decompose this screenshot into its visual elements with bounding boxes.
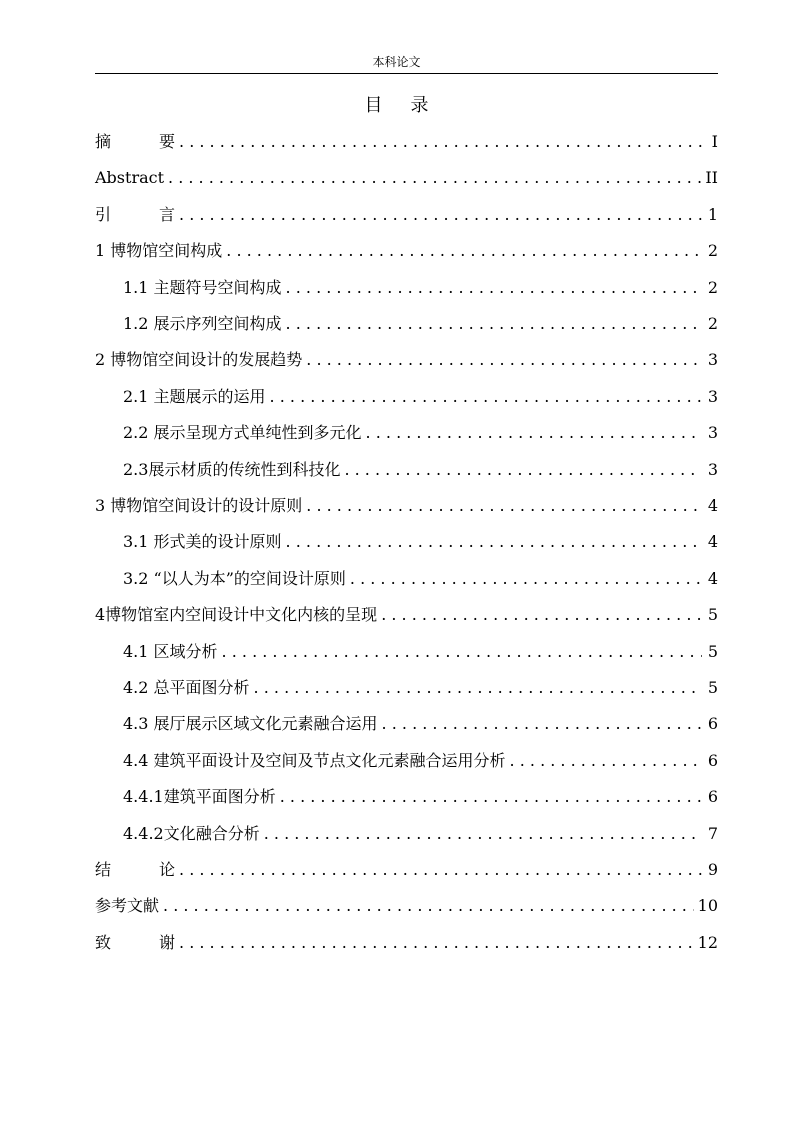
toc-entry-page: 10 (697, 896, 718, 916)
toc-entry-page: 12 (697, 932, 718, 952)
toc-entry-label: 4.2 总平面图分析 (123, 678, 250, 697)
toc-entry[interactable] (123, 640, 718, 664)
dot-leader (280, 785, 702, 809)
toc-entry-page: 7 (707, 823, 718, 843)
toc-entry-page: 2 (707, 241, 718, 261)
toc-entry[interactable] (95, 348, 718, 372)
toc-entry-label: 1.2 展示序列空间构成 (123, 314, 282, 333)
toc-entry[interactable] (123, 822, 718, 846)
toc-entry-label: 1 博物馆空间构成 (95, 241, 223, 261)
toc-entry[interactable] (123, 785, 718, 809)
toc-entry-label: 3.2 “以人为本”的空间设计原则 (123, 568, 346, 588)
toc-entry-label: 4.4.2文化融合分析 (123, 823, 260, 843)
toc-entry-label: 3 博物馆空间设计的设计原则 (95, 496, 303, 515)
dot-leader (286, 312, 702, 336)
dot-leader (270, 385, 702, 409)
toc-entry-label: 2.2 展示呈现方式单纯性到多元化 (123, 423, 362, 443)
toc-title: 目录 (364, 95, 457, 116)
toc-entry-label: 2 博物馆空间设计的发展趋势 (95, 350, 303, 370)
dot-leader (163, 894, 694, 918)
toc-entry[interactable] (95, 239, 718, 263)
dot-leader (264, 822, 702, 846)
toc-entry[interactable] (123, 567, 718, 591)
dot-leader (226, 239, 702, 263)
toc-entry-label: 4.4.1建筑平面图分析 (123, 787, 276, 807)
toc-entry-label: 参考文献 (95, 896, 160, 916)
toc-entry-page: II (705, 168, 718, 188)
toc-entry[interactable] (95, 203, 718, 227)
running-header: 本科论文 (372, 55, 421, 69)
toc-entry-label: 1.1 主题符号空间构成 (123, 277, 282, 297)
header-rule (95, 73, 718, 74)
toc-entry-page: 3 (707, 423, 718, 443)
toc-entry[interactable] (95, 494, 718, 518)
toc-entry-label: 2.3展示材质的传统性到科技化 (123, 459, 341, 479)
toc-entry[interactable] (95, 931, 718, 955)
toc-entry-page: 4 (707, 496, 718, 515)
toc-entry[interactable] (123, 421, 718, 445)
toc-entry[interactable] (123, 530, 718, 554)
toc-entry-page: 1 (707, 204, 718, 224)
toc-entry-label: 4.4 建筑平面设计及空间及节点文化元素融合运用分析 (123, 750, 506, 770)
dot-leader (222, 640, 702, 664)
toc-entry-label: Abstract (95, 168, 165, 188)
toc-entry[interactable] (123, 276, 718, 300)
toc-entry[interactable] (123, 712, 718, 736)
dot-leader (344, 458, 702, 482)
dot-leader (350, 567, 702, 591)
toc-entry-page: 2 (707, 314, 718, 333)
toc-entry[interactable] (123, 458, 718, 482)
toc-entry-label: 2.1 主题展示的运用 (123, 386, 266, 406)
toc-entry-page: 6 (707, 787, 718, 807)
dot-leader (510, 749, 702, 773)
toc-entry-label: 4博物馆室内空间设计中文化内核的呈现 (95, 605, 378, 625)
toc-entry-page: 5 (707, 678, 718, 697)
toc-entry[interactable] (95, 166, 718, 190)
toc-entry-label: 摘要 (95, 132, 224, 151)
toc-entry-page: 4 (707, 532, 718, 552)
toc-entry[interactable] (123, 312, 718, 336)
toc-entry[interactable] (95, 603, 718, 627)
dot-leader (381, 603, 702, 627)
dot-leader (179, 858, 702, 882)
toc-entry[interactable] (123, 676, 718, 700)
toc-entry-label: 3.1 形式美的设计原则 (123, 532, 282, 552)
dot-leader (179, 203, 702, 227)
toc-entry-label: 4.3 展厅展示区域文化元素融合运用 (123, 714, 378, 734)
toc-entry-label: 4.1 区域分析 (123, 641, 218, 661)
toc-entry[interactable] (95, 894, 718, 918)
toc-entry[interactable] (95, 858, 718, 882)
toc-entry-label: 致谢 (95, 932, 224, 952)
dot-leader (254, 676, 702, 700)
toc-entry-page: 3 (707, 350, 718, 370)
toc-entry-page: 3 (707, 459, 718, 479)
toc-entry-page: 5 (707, 605, 718, 625)
dot-leader (306, 348, 702, 372)
toc-entry-label: 结论 (95, 860, 224, 879)
toc-entry-page: 9 (707, 860, 718, 879)
dot-leader (179, 931, 694, 955)
dot-leader (286, 530, 702, 554)
toc-entry-page: 6 (707, 750, 718, 770)
dot-leader (179, 130, 702, 154)
dot-leader (168, 166, 701, 190)
toc-entry-page: I (711, 132, 718, 151)
dot-leader (306, 494, 702, 518)
toc-entry-page: 5 (707, 641, 718, 661)
toc-entry-page: 2 (707, 277, 718, 297)
toc-entry-page: 4 (707, 568, 718, 588)
toc-entry-page: 3 (707, 386, 718, 406)
dot-leader (286, 276, 702, 300)
toc-entry[interactable] (123, 749, 718, 773)
toc-entry-page: 6 (707, 714, 718, 734)
dot-leader (366, 421, 702, 445)
toc-entry[interactable] (123, 385, 718, 409)
toc-entry[interactable] (95, 130, 718, 154)
toc-entry-label: 引言 (95, 204, 224, 224)
dot-leader (382, 712, 702, 736)
